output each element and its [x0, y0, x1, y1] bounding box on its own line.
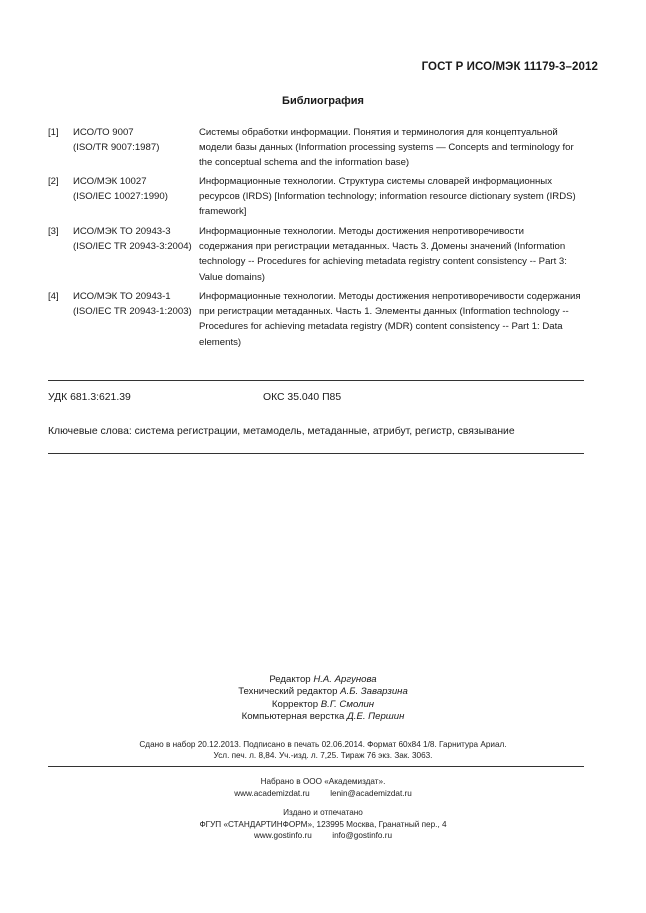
entry-number: [1] [48, 127, 59, 138]
entry-code-ru: ИСО/ТО 9007 [73, 127, 134, 138]
entry-description [199, 125, 584, 171]
entry-line: the conceptual schema and the information base) [199, 157, 410, 169]
entry-code [73, 289, 203, 319]
print-info [0, 739, 646, 761]
entry-line: ресурсов (IRDS) [Information technology; information resource dictionary system (IRDS) [199, 191, 576, 203]
entry-description [199, 174, 584, 220]
entry-number: [2] [48, 176, 59, 187]
entry-line: technology -- Procedures for achieving metadata registry content consistency -- Part 3: [199, 256, 567, 268]
entry-line: Value domains) [199, 271, 265, 283]
typeset-email: lenin@academizdat.ru [330, 788, 412, 798]
credit-role: Корректор [271, 698, 319, 710]
divider [48, 453, 584, 454]
credits [0, 674, 646, 723]
entry-line: Информационные технологии. Методы достижения непротиворечивости [199, 226, 524, 237]
entry-code [73, 174, 203, 204]
printer-email: info@gostinfo.ru [332, 831, 393, 840]
credit-role: Технический редактор [238, 686, 338, 698]
oks-code: ОКС 35.040 П85 [263, 392, 342, 403]
typeset-by: Набрано в ООО «Академиздат». [260, 777, 386, 786]
entry-code-intl: (ISO/IEC 10027:1990) [73, 191, 168, 203]
credit-line [0, 686, 646, 698]
entry-line: Информационные технологии. Методы достижения непротиворечивости содержания [199, 291, 581, 302]
entry-code-intl: (ISO/IEC TR 20943-3:2004) [73, 241, 192, 253]
credit-name: А.Б. Заварзина [340, 686, 408, 698]
entry-description [199, 289, 584, 350]
typeset-website: www.academizdat.ru [234, 788, 310, 798]
printer-website: www.gostinfo.ru [253, 831, 312, 840]
credit-role: Редактор [269, 674, 311, 685]
divider [48, 380, 584, 381]
printed-by-label: Издано и отпечатано [283, 808, 363, 817]
entry-line: framework] [199, 206, 247, 218]
entry-line: содержания при регистрации метаданных. Часть 3. Домены значений (Information [199, 241, 566, 253]
entry-line: Procedures for achieving metadata registry (MDR) content consistency -- Part 1: Data [199, 321, 563, 333]
entry-line: elements) [199, 336, 242, 348]
entry-number: [4] [48, 291, 59, 302]
entry-code [73, 224, 203, 254]
credit-role: Компьютерная верстка [241, 710, 345, 722]
printer-address: ФГУП «СТАНДАРТИНФОРМ», 123995 Москва, Гранатный пер., 4 [199, 819, 447, 829]
printer-contacts [0, 830, 646, 842]
entry-line: Системы обработки информации. Понятия и терминология для концептуальной [199, 127, 558, 138]
credit-line [0, 674, 646, 686]
credit-line [0, 699, 646, 711]
entry-code-ru: ИСО/МЭК ТО 20943-3 [73, 226, 171, 237]
credit-name: В.Г. Смолин [320, 698, 375, 710]
entry-code-ru: ИСО/МЭК ТО 20943-1 [73, 291, 171, 302]
entry-line: при регистрации метаданных. Часть 1. Элементы данных (Information technology -- [199, 306, 569, 318]
credit-name: Н.А. Аргунова [313, 674, 377, 685]
entry-code-intl: (ISO/TR 9007:1987) [73, 142, 160, 154]
print-info-line: Сдано в набор 20.12.2013. Подписано в печать 02.06.2014. Формат 60х84 1/8. Гарнитура Ариал. [139, 740, 507, 749]
entry-description [199, 224, 584, 285]
keywords: Ключевые слова: система регистрации, метамодель, метаданные, атрибут, регистр, связывание [48, 426, 515, 437]
standard-header: ГОСТ Р ИСО/МЭК 11179-3–2012 [421, 61, 598, 73]
entry-line: модели базы данных (Information processing systems — Concepts and terminology for [199, 142, 574, 154]
entry-code [73, 125, 203, 155]
credit-name: Д.Е. Першин [347, 710, 405, 722]
udk-code: УДК 681.3:621.39 [48, 392, 131, 403]
publisher-info [0, 776, 646, 842]
typeset-contacts [0, 788, 646, 800]
entry-line: Информационные технологии. Структура системы словарей информационных [199, 176, 552, 187]
entry-number: [3] [48, 226, 59, 237]
page-title: Библиография [282, 95, 364, 107]
entry-code-intl: (ISO/IEC TR 20943-1:2003) [73, 306, 192, 318]
divider [48, 766, 584, 767]
entry-code-ru: ИСО/МЭК 10027 [73, 176, 147, 187]
credit-line [0, 711, 646, 723]
print-info-line: Усл. печ. л. 8,84. Уч.-изд. л. 7,25. Тираж 76 экз. Зак. 3063. [213, 751, 433, 760]
